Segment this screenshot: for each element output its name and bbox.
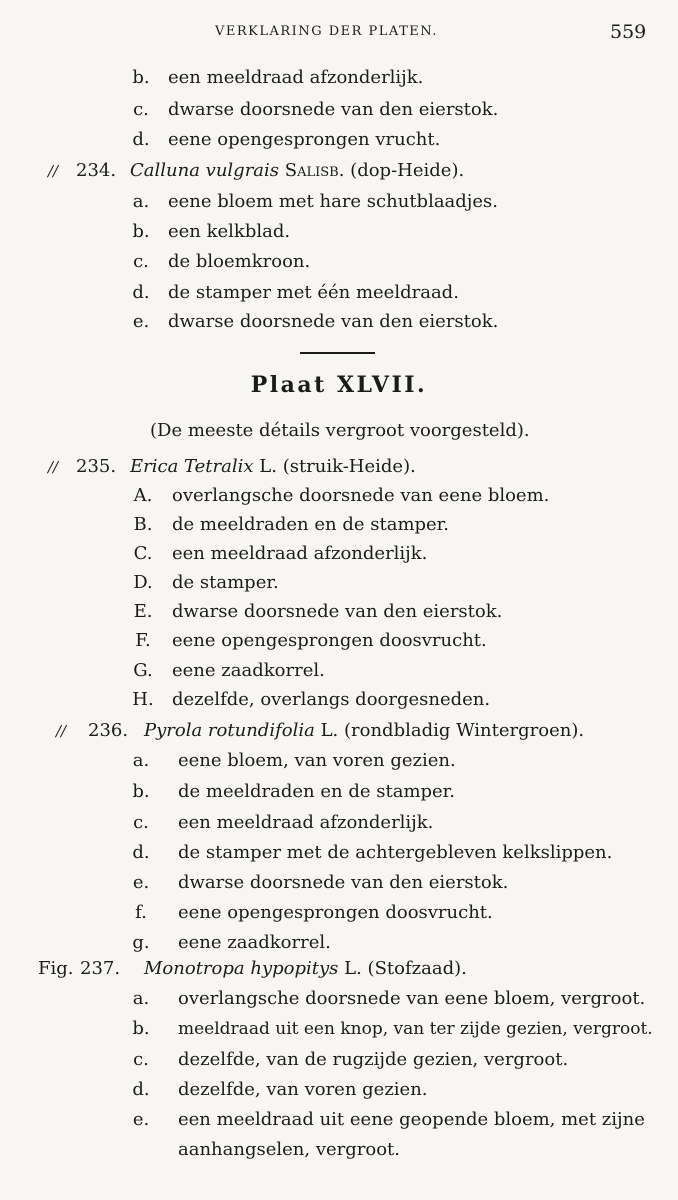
item-label: d. (132, 1079, 150, 1100)
item-label: g. (132, 932, 150, 953)
item-text: eene opengesprongen doosvrucht. (172, 630, 487, 651)
list-item (0, 777, 678, 807)
list-item (0, 1105, 678, 1135)
item-text: dezelfde, van voren gezien. (178, 1079, 428, 1100)
list-item-continuation (0, 1135, 678, 1165)
list-item (0, 510, 678, 540)
item-text: een meeldraad afzonderlijk. (172, 543, 428, 564)
taxon-italic: Monotropa hypopitys (144, 958, 339, 979)
item-label: C. (133, 543, 153, 564)
item-text: een kelkblad. (168, 221, 291, 242)
item-text: een meeldraad afzonderlijk. (178, 812, 434, 833)
taxon-author: L. (320, 720, 339, 741)
item-text: dezelfde, van de rugzijde gezien, vergroot. (178, 1049, 569, 1070)
item-text: overlangsche doorsnede van eene bloem, vergroot. (178, 988, 646, 1009)
item-label: d. (132, 282, 150, 303)
item-text: dwarse doorsnede van den eierstok. (168, 311, 499, 332)
list-item (0, 307, 678, 337)
list-item (0, 247, 678, 277)
plate-note: (De meeste détails vergroot voorgesteld). (150, 420, 530, 441)
item-text: dezelfde, overlangs doorgesneden. (172, 689, 491, 710)
page-number: 559 (610, 21, 647, 43)
item-text: eene bloem met hare schutblaadjes. (168, 191, 499, 212)
item-label: D. (133, 572, 153, 593)
list-item (0, 868, 678, 898)
item-label: c. (133, 1049, 149, 1070)
section-divider (300, 352, 375, 354)
list-item (0, 597, 678, 627)
item-label: c. (133, 812, 149, 833)
ditto-mark: // (48, 458, 59, 476)
item-text: dwarse doorsnede van den eierstok. (168, 99, 499, 120)
ditto-mark: // (48, 162, 59, 180)
species-name (130, 156, 464, 186)
item-text: de stamper met de achtergebleven kelkslippen. (178, 842, 613, 863)
figure-number: 234. (76, 160, 117, 181)
common-name: (struik-Heide). (282, 456, 416, 477)
taxon-italic: Calluna vulgrais (130, 160, 280, 181)
taxon-author: L. (259, 456, 277, 477)
plate-heading: Plaat XLVII. (250, 372, 428, 398)
species-entry-235 (0, 452, 678, 482)
item-label: d. (132, 129, 150, 150)
item-text: aanhangselen, vergroot. (178, 1139, 401, 1160)
species-entry-236 (0, 716, 678, 746)
item-text: eene opengesprongen doosvrucht. (178, 902, 493, 923)
item-text: eene bloem, van voren gezien. (178, 750, 456, 771)
list-item (0, 808, 678, 838)
item-label: H. (132, 689, 154, 710)
item-text: overlangsche doorsnede van eene bloem. (172, 485, 550, 506)
list-item (0, 63, 678, 93)
species-name (144, 954, 467, 984)
figure-number: 235. (76, 456, 117, 477)
figure-number: 236. (88, 720, 129, 741)
item-text: dwarse doorsnede van den eierstok. (178, 872, 509, 893)
item-text: een meeldraad afzonderlijk. (168, 67, 424, 88)
list-item (0, 1014, 678, 1044)
taxon-italic: Pyrola rotundifolia (144, 720, 315, 741)
common-name: (rondbladig Wintergroen). (343, 720, 585, 741)
item-label: c. (133, 99, 149, 120)
fig-abbreviation: Fig. (38, 958, 74, 979)
item-label: G. (133, 660, 153, 681)
list-item (0, 626, 678, 656)
item-text: eene opengesprongen vrucht. (168, 129, 441, 150)
species-name (144, 716, 584, 746)
common-name: (dop-Heide). (350, 160, 465, 181)
item-label: d. (132, 842, 150, 863)
figure-number: 237. (80, 958, 121, 979)
list-item (0, 984, 678, 1014)
item-label: A. (133, 485, 153, 506)
item-text: dwarse doorsnede van den eierstok. (172, 601, 503, 622)
list-item (0, 1045, 678, 1075)
item-text: eene zaadkorrel. (172, 660, 325, 681)
list-item (0, 656, 678, 686)
list-item (0, 217, 678, 247)
species-entry-234 (0, 156, 678, 186)
species-name (130, 452, 416, 482)
item-label: c. (133, 251, 149, 272)
list-item (0, 539, 678, 569)
list-item (0, 187, 678, 217)
item-label: e. (132, 1109, 150, 1130)
item-label: E. (133, 601, 153, 622)
list-item (0, 898, 678, 928)
list-item (0, 568, 678, 598)
item-label: B. (133, 514, 153, 535)
item-text: eene zaadkorrel. (178, 932, 331, 953)
item-text: de meeldraden en de stamper. (178, 781, 456, 802)
item-text: de stamper. (172, 572, 279, 593)
item-label: e. (132, 311, 150, 332)
item-label: a. (132, 750, 150, 771)
list-item (0, 746, 678, 776)
item-label: b. (132, 1018, 150, 1039)
item-label: a. (132, 988, 150, 1009)
taxon-author: L. (344, 958, 362, 979)
list-item (0, 481, 678, 511)
item-label: f. (135, 902, 147, 923)
item-label: a. (132, 191, 150, 212)
ditto-mark: // (56, 722, 67, 740)
common-name: (Stofzaad). (367, 958, 467, 979)
list-item (0, 125, 678, 155)
item-label: b. (132, 67, 150, 88)
list-item (0, 95, 678, 125)
running-head (0, 22, 678, 44)
taxon-author: Salisb. (284, 160, 345, 181)
list-item (0, 685, 678, 715)
list-item (0, 278, 678, 308)
item-text: de bloemkroon. (168, 251, 311, 272)
taxon-italic: Erica Tetralix (130, 456, 254, 477)
item-label: e. (132, 872, 150, 893)
item-text: de stamper met één meeldraad. (168, 282, 459, 303)
item-label: b. (132, 781, 150, 802)
item-text: een meeldraad uit eene geopende bloem, met zijne (178, 1109, 645, 1130)
list-item (0, 838, 678, 868)
item-text: de meeldraden en de stamper. (172, 514, 450, 535)
item-label: b. (132, 221, 150, 242)
item-text: meeldraad uit een knop, van ter zijde gezien, vergroot. (178, 1019, 653, 1039)
species-entry-237 (0, 954, 678, 984)
list-item (0, 1075, 678, 1105)
running-title: VERKLARING DER PLATEN. (215, 24, 438, 39)
item-label: F. (135, 630, 151, 651)
